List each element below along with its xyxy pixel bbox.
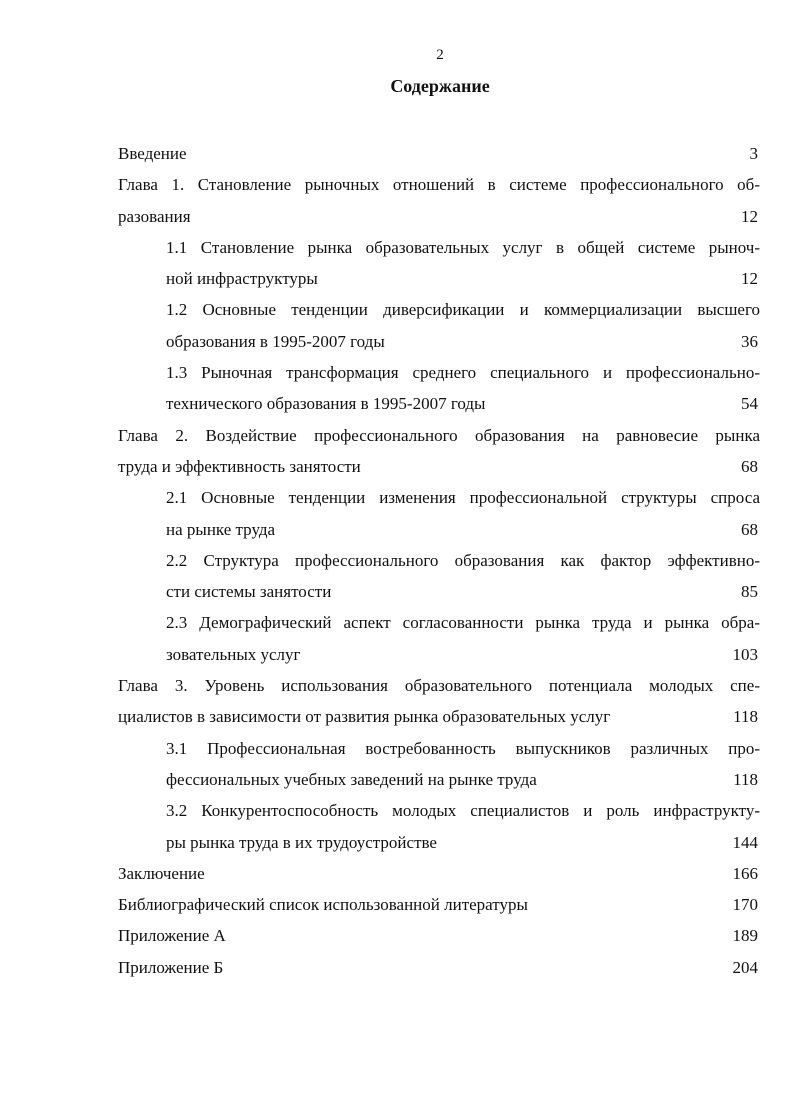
toc-entry-bibliography (118, 889, 760, 920)
toc-entry-title: ры рынка труда в их трудоустройстве (166, 832, 437, 852)
toc-entry-page: 85 (741, 582, 758, 602)
toc-entry-page: 68 (741, 519, 758, 539)
toc-entry-title-line: 2.2 Структура профессионального образования как фактор эффективно- (166, 550, 760, 570)
toc-entry-title: сти системы занятости (166, 582, 332, 602)
toc-entry-page: 3 (749, 144, 758, 163)
toc-entry-title: Введение (118, 144, 187, 163)
toc-entry-section-2-1 (166, 482, 760, 545)
toc-entry-page: 118 (733, 769, 758, 789)
toc-entry-title-line: Глава 2. Воздействие профессионального образования на равновесие рынка (118, 425, 760, 445)
toc-entry-title: Заключение (118, 863, 205, 883)
toc-entry-section-1-2 (166, 294, 760, 357)
toc-entry-title-line: 3.1 Профессиональная востребованность выпускников различных про- (166, 738, 760, 758)
toc-entry-title-line: Глава 3. Уровень использования образовательного потенциала молодых спе- (118, 676, 760, 696)
toc-entry-page: 118 (733, 707, 758, 727)
toc-entry-title: Библиографический список использованной литературы (118, 895, 528, 915)
toc-entry-appendix-b (118, 952, 760, 983)
toc-entry-section-3-1 (166, 733, 760, 796)
toc-entry-title: Приложение Б (118, 957, 224, 977)
toc-entry-page: 103 (732, 644, 758, 664)
toc-entry-chapter-3 (118, 670, 760, 733)
toc-entry-title-line: Глава 1. Становление рыночных отношений в системе профессионального об- (118, 175, 760, 195)
toc-entry-page: 144 (732, 832, 758, 852)
toc-entry-page: 204 (732, 957, 758, 977)
toc-entry-page: 189 (732, 926, 758, 946)
toc-entry-title: разования (118, 206, 191, 226)
page-number: 2 (436, 47, 444, 63)
toc-entry-title: ной инфраструктуры (166, 269, 318, 289)
toc-entry-title: фессиональных учебных заведений на рынке труда (166, 769, 537, 789)
toc-entry-title-line: 2.3 Демографический аспект согласованности рынка труда и рынка обра- (166, 613, 760, 633)
toc-entry-section-2-3 (166, 607, 760, 670)
toc-entry-section-3-2 (166, 795, 760, 858)
toc-entry-page: 68 (741, 456, 758, 476)
toc-entry-title-line: 1.2 Основные тенденции диверсификации и коммерциализации высшего (166, 300, 760, 320)
toc-entry-section-1-3 (166, 357, 760, 420)
toc-entry-section-2-2 (166, 545, 760, 608)
toc-entry-page: 170 (732, 895, 758, 915)
page-title: Содержание (390, 76, 490, 96)
toc-entry-title: зовательных услуг (166, 644, 301, 664)
toc-entry-title: циалистов в зависимости от развития рынка образовательных услуг (118, 707, 611, 727)
toc-entry-title-line: 1.3 Рыночная трансформация среднего специального и профессионально- (166, 363, 760, 383)
toc-entry-title: Приложение А (118, 926, 226, 946)
toc-entry-title-line: 1.1 Становление рынка образовательных услуг в общей системе рыноч- (166, 237, 760, 257)
toc-entry-chapter-2 (118, 420, 760, 483)
toc-entry-title-line: 3.2 Конкурентоспособность молодых специалистов и роль инфраструкту- (166, 801, 760, 821)
toc-entry-page: 54 (741, 394, 758, 414)
toc-entry-section-1-1 (166, 232, 760, 295)
toc-entry-title: образования в 1995-2007 годы (166, 331, 385, 351)
toc-entry-title: на рынке труда (166, 519, 276, 539)
toc-entry-title: технического образования в 1995-2007 годы (166, 394, 486, 414)
toc-entry-title-line: 2.1 Основные тенденции изменения профессиональной структуры спроса (166, 488, 760, 508)
toc-entry-chapter-1 (118, 169, 760, 232)
toc-entry-page: 12 (741, 206, 758, 226)
toc-entry-page: 36 (741, 331, 758, 351)
toc-entry-appendix-a (118, 920, 760, 951)
toc-entry-page: 12 (741, 269, 758, 289)
toc-entry-intro (118, 138, 760, 169)
toc-entry-title: труда и эффективность занятости (118, 456, 361, 476)
toc-entry-page: 166 (732, 863, 758, 883)
table-of-contents (118, 138, 760, 983)
toc-entry-conclusion (118, 858, 760, 889)
